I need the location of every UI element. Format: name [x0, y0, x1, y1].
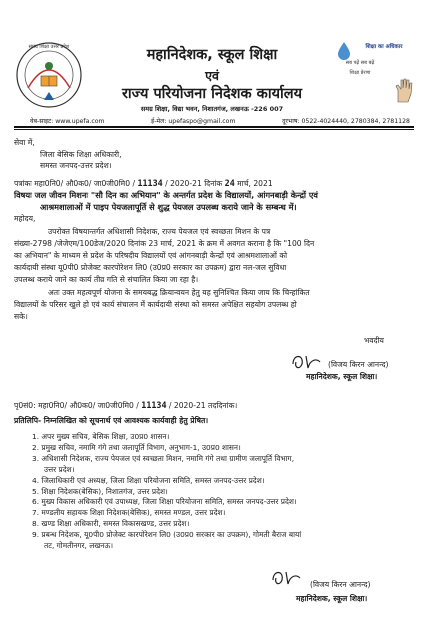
list-item: 1. अपर मुख्य सचिव, बेसिक शिक्षा, उ0प्र0 शासन।	[32, 432, 170, 441]
samagra-shiksha-emblem-icon	[14, 40, 84, 110]
list-item: उत्तर प्रदेश।	[44, 464, 75, 474]
addressee-line-1: जिला बेसिक शिक्षा अधिकारी,	[40, 150, 122, 159]
subject-text-1: जल जीवन मिशनः "सौ दिन का अभियान" के अन्तर्गत प्रदेश के विद्यालयों, आंगनबाड़ी केन्द्रों एवं	[34, 190, 318, 200]
signature1-title: महानिदेशक, स्कूल शिक्षा।	[306, 372, 378, 381]
copy-ref-suffix: / 2020-21 तददिनांक।	[168, 401, 238, 410]
list-item: 9. प्रबन्ध निदेशक, यू0पी0 प्रोजेक्ट कारपोरेशन लि0 (उ0प्र0 सरकार का उपक्रम), गोमती बैराज बायां	[32, 530, 302, 540]
letter-ref-day: 24	[224, 178, 235, 188]
list-item: 7. मण्डलीय सहायक शिक्षा निदेशक(बेसिक), समस्त मण्डल, उत्तर प्रदेश।	[32, 508, 226, 518]
header-title-2: एवं	[205, 68, 219, 83]
addressee-line-2: समस्त जनपद-उत्तर प्रदेश।	[40, 161, 112, 170]
copy-intro: प्रतिलिपि- निम्नलिखित को सूचनार्थ एवं आवश्यक कार्यवाही हेतु प्रेषित।	[14, 416, 209, 425]
subject-line-1	[14, 190, 318, 200]
header-title-1: महानिदेशक, स्कूल शिक्षा	[146, 47, 278, 63]
website-text: वेब-साइट: www.upefa.com	[30, 118, 105, 125]
signature1-name: (विजय किरन आनन्द)	[328, 360, 389, 369]
copy-ref	[14, 400, 237, 411]
body-p1-line-4: कार्यदायी संस्था यू0पी0 प्रोजेक्ट कारपोरेशन लि0 (उ0प्र0 सरकार का उपक्रम) द्वारा नल-जल सुविधा	[14, 263, 287, 272]
greeting: महोदय,	[14, 214, 36, 223]
list-item: तट, गोमतीनगर, लखनऊ।	[44, 541, 114, 551]
header-divider	[14, 126, 414, 128]
left-logo-text: समग्र शिक्षा उत्तर प्रदेश	[28, 44, 70, 50]
letter-ref-number: 11134	[137, 178, 163, 188]
salutation: सेवा में,	[14, 138, 35, 147]
body-p1-line-3: का अभियान" के माध्यम से प्रदेश के परिषदीय विद्यालयों एवं आंगनबाड़ी केन्द्रों एवं आश्रमशालाओं को	[14, 251, 288, 260]
list-item: 4. जिलाधिकारी एवं अध्यक्ष, जिला शिक्षा परियोजना समिति, समस्त जनपद-उत्तर प्रदेश।	[32, 475, 265, 485]
right-logo-tag: शिक्षा प्रेरणा	[349, 70, 371, 77]
right-logo-title: शिक्षा का अधिकार	[365, 44, 403, 50]
subject-label: विषयः	[14, 190, 32, 200]
right-logo	[330, 40, 418, 122]
body-p2-line-2: विद्यालयों के परिसर खुले हो एवं कार्य संचालन में कार्यदायी संस्था को समस्त अपेक्षित सहयोग उपलब्ध हो	[14, 300, 297, 309]
list-item: 3. अधिशासी निदेशक, राज्य पेयजल एवं स्वच्छता मिशन, नमामि गंगे तथा ग्रामीण जलापूर्ति विभाग,	[32, 453, 295, 463]
body-p1-line-1: उपरोक्त विषयान्तर्गत अधिशासी निदेशक, राज्य पेयजल एवं स्वच्छता मिशन के पत्र	[48, 227, 271, 236]
signature-scribble-icon	[270, 566, 304, 588]
signature-scribble-icon	[290, 350, 324, 372]
signature2-initials	[270, 590, 271, 591]
signature2-name: (विजय किरन आनन्द)	[310, 580, 371, 589]
body-p1-line-2: संख्या-2798 /जेजेएम/100डेज/2020 दिनांक 23 मार्च, 2021 के क्रम में अवगत कराना है कि "100 दिन	[14, 239, 315, 248]
water-drop-icon	[334, 40, 354, 60]
body-p2-line-3: सके।	[14, 312, 28, 321]
copy-ref-number: 11134	[141, 400, 167, 410]
copy-ref-prefix: पृ0सं0: महा0नि0/ औ0क0/ जा0जी0मि0 /	[14, 401, 139, 410]
list-item: 6. मुख्य विकास अधिकारी एवं उपाध्यक्ष, जिला शिक्षा परियोजना समिति, समस्त जनपद-उत्तर प्रदेश।	[32, 497, 297, 507]
body-p2-line-1: अतः उक्त महत्वपूर्ण योजना के समयबद्ध क्रियान्वयन हेतु यह सुनिश्चित किया जाय कि चिन्हांकित	[48, 288, 310, 297]
copy-list	[32, 432, 422, 552]
body-p1-line-5: उपलब्ध कराये जाने का कार्य तीव्र गति से संचालित किया जा रहा है।	[14, 275, 199, 284]
list-item: 2. प्रमुख सचिव, नमामि गंगे तथा जलापूर्ति विभाग, अनुभाग-1, उ0प्र0 शासन।	[32, 442, 241, 452]
list-item: 8. खण्ड शिक्षा अधिकारी, समस्त विकासखण्ड, उत्तर प्रदेश।	[32, 519, 190, 529]
signature2-title: महानिदेशक, स्कूल शिक्षा।	[296, 594, 368, 603]
right-logo-slogan: सब पढ़ें सब बढ़ें	[345, 60, 375, 66]
email-text: ई-मेल: upefaspo@gmail.com	[151, 118, 236, 125]
contact-row	[30, 116, 410, 125]
signature1-initials	[290, 372, 291, 373]
header-address: समग्र शिक्षा, विद्या भवन, निशातगंज, लखनऊ -226 007	[140, 105, 284, 113]
letter-ref-suffix: / 2020-21 दिनांक	[165, 179, 223, 188]
list-item: 5. शिक्षा निदेशक(बेसिक), निशातगंज, उत्तर प्रदेश।	[32, 486, 168, 496]
letter-ref-month-year: मार्च, 2021	[237, 179, 273, 188]
letter-ref-prefix: पत्रांकः महा0नि0/ औ0क0/ जा0जी0मि0 /	[14, 179, 136, 188]
letter-ref	[14, 178, 273, 189]
phone-text: दूरभाष: 0522-4024440, 2780384, 2781128	[282, 118, 410, 125]
subject-line-2: आश्रमशालाओं में पाइप पेयजलापूर्ति से शुद्ध पेयजल उपलब्ध कराये जाने के सम्बन्ध में।	[40, 202, 297, 212]
hand-icon	[392, 76, 416, 104]
header-title-3: राज्य परियोजना निदेशक कार्यालय	[122, 86, 302, 102]
header-divider-thin	[14, 129, 414, 130]
closing: भवदीय	[364, 336, 384, 345]
